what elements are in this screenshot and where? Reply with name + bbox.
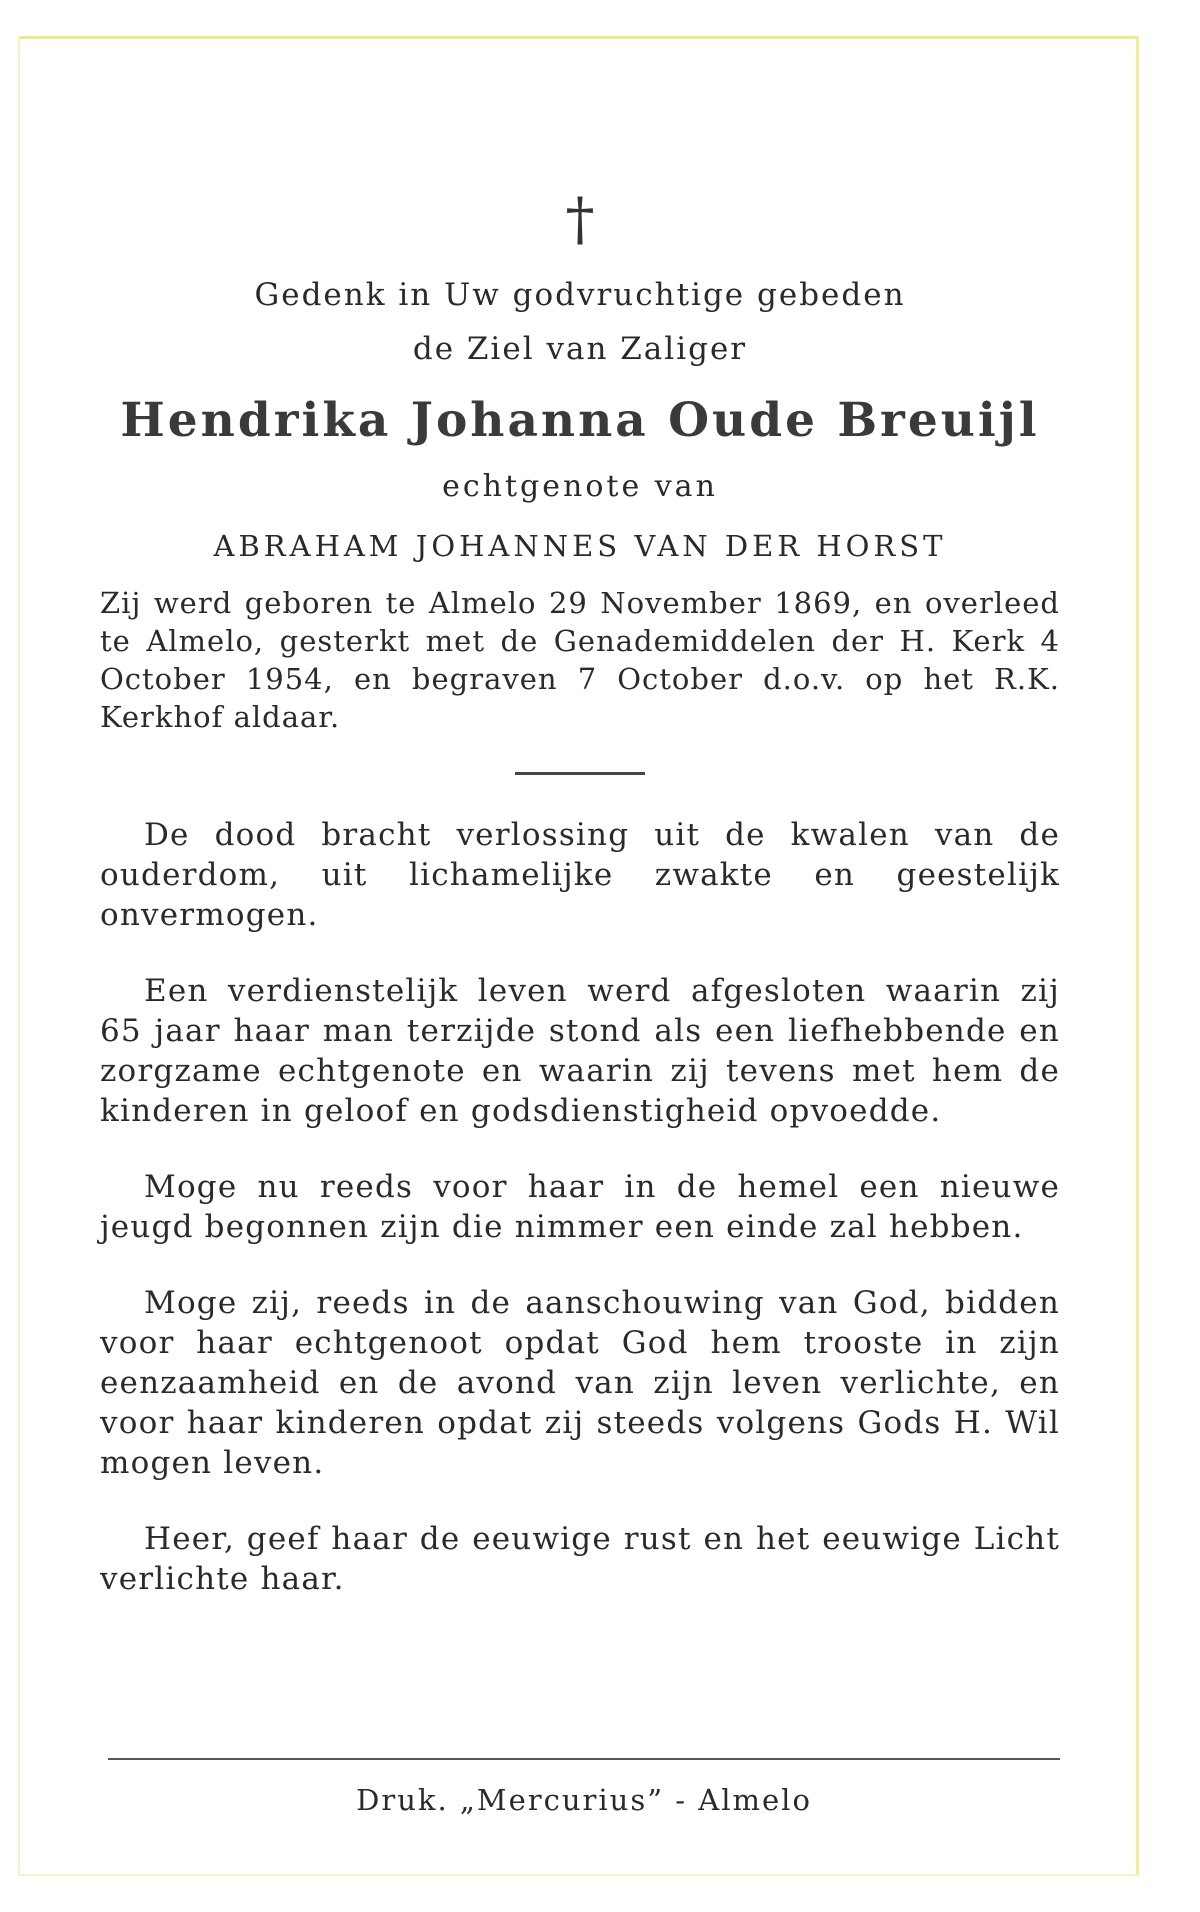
- paragraph-1: De dood bracht verlossing uit de kwalen van de ouderdom, uit lichamelijke zwakte en geestelijk onvermogen.: [100, 817, 1060, 933]
- scan-border-right: [1136, 36, 1139, 1876]
- soul-of-deceased: de Ziel van Zaliger: [412, 331, 748, 367]
- memorial-card: [100, 185, 1060, 1635]
- paragraph-5: Heer, geef haar de eeuwige rust en het eeuwige Licht verlichte haar.: [100, 1521, 1060, 1597]
- scan-border-left: [18, 36, 20, 1876]
- spouse-prefix: echtgenote van: [442, 469, 718, 504]
- cross-icon: †: [565, 185, 595, 253]
- scan-border-bottom: [18, 1874, 1138, 1876]
- footer-divider: [108, 1758, 1060, 1760]
- paragraph-3: Moge nu reeds voor haar in de hemel een nieuwe jeugd begonnen zijn die nimmer een einde zal hebben.: [100, 1169, 1060, 1245]
- prayer-invitation: Gedenk in Uw godvruchtige gebeden: [254, 277, 906, 313]
- divider: [515, 772, 645, 775]
- birth-death-details: Zij werd geboren te Almelo 29 November 1869, en overleed te Almelo, gesterkt met de Genademiddelen der H. Kerk 4 October 1954, en begraven 7 October d.o.v. op het R.K. Kerkhof aldaar.: [100, 586, 1060, 734]
- scan-border-top: [18, 36, 1138, 39]
- spouse-name: ABRAHAM JOHANNES VAN DER HORST: [213, 529, 947, 563]
- deceased-name: Hendrika Johanna Oude Breuijl: [120, 393, 1040, 448]
- paragraph-2: Een verdienstelijk leven werd afgesloten waarin zij 65 jaar haar man terzijde stond als een liefhebbende en zorgzame echtgenote en waarin zij tevens met hem de kinderen in geloof en godsdienstigheid opvoedde.: [100, 973, 1060, 1129]
- paragraph-4: Moge zij, reeds in de aanschouwing van God, bidden voor haar echtgenoot opdat God hem trooste in zijn eenzaamheid en de avond van zijn leven verlichte, en voor haar kinderen opdat zij steeds volgens Gods H. Wil mogen leven.: [100, 1285, 1060, 1481]
- printer-credit: Druk. „Mercurius” - Almelo: [356, 1783, 812, 1817]
